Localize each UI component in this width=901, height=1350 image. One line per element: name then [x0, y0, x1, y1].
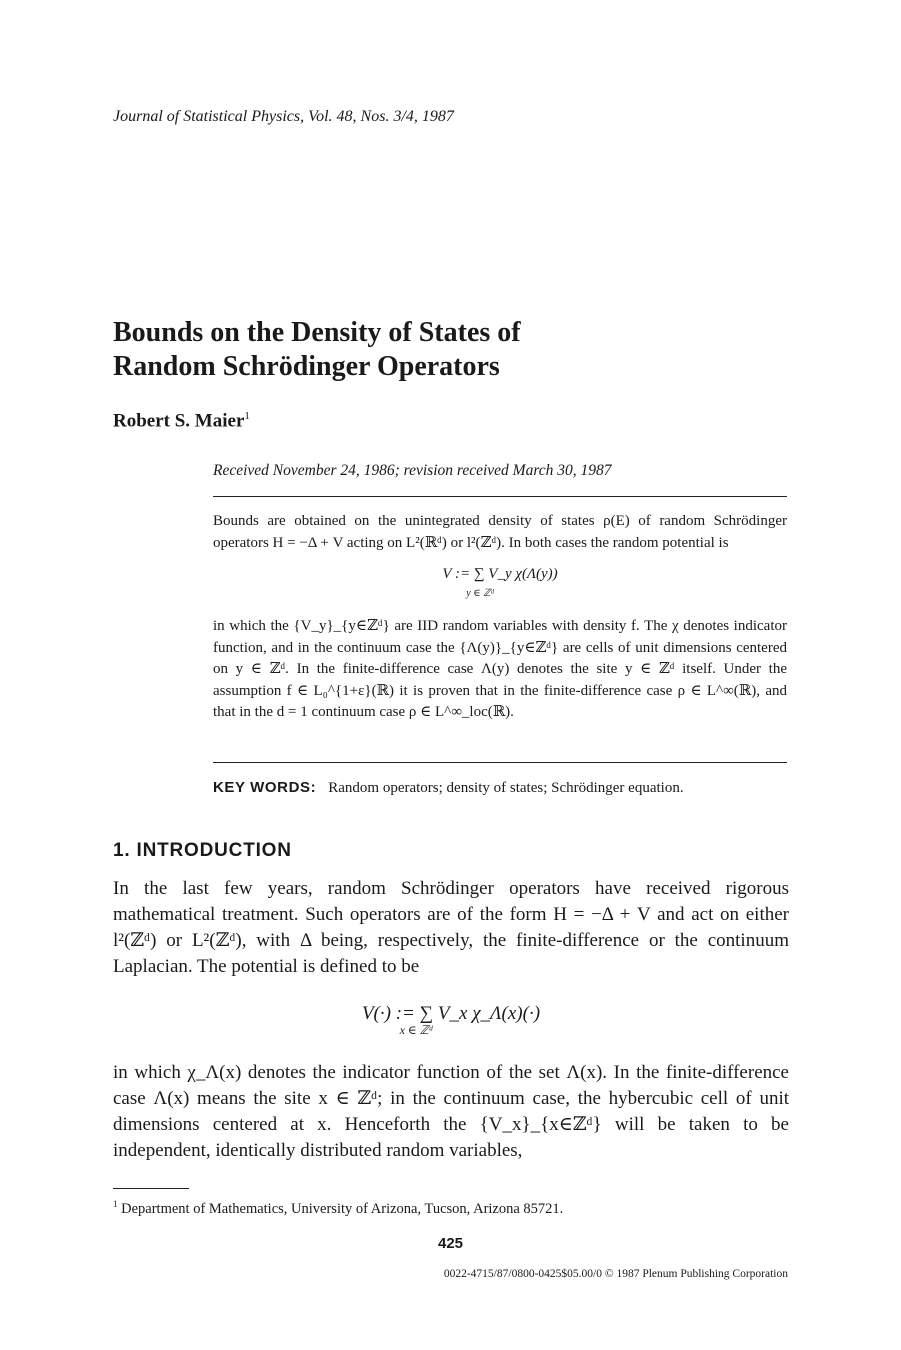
intro-paragraph-1-text: In the last few years, random Schrödinger operators have received rigorous mathematical treatment. Such operators are of the form H = −Δ + V and act on either l²(ℤᵈ) or L²(ℤᵈ), with Δ being, respectively, the finite-difference or the continuum Laplacian. The potential is defined to be [113, 878, 789, 977]
copyright-line: 0022-4715/87/0800-0425$05.00/0 © 1987 Plenum Publishing Corporation [443, 1268, 788, 1280]
journal-citation: Journal of Statistical Physics, Vol. 48, Nos. 3/4, 1987 [113, 108, 454, 125]
footnote-text: Department of Mathematics, University of Arizona, Tucson, Arizona 85721. [121, 1200, 564, 1217]
author-footnote-mark: 1 [244, 410, 250, 422]
abstract [213, 511, 787, 724]
abstract-paragraph-1: Bounds are obtained on the unintegrated density of states ρ(E) of random Schrödinger operators H = −Δ + V acting on L²(ℝᵈ) or l²(ℤᵈ). In both cases the random potential is [213, 513, 787, 551]
abstract-equation-subscript: y ∈ ℤᵈ [466, 587, 494, 599]
abstract-equation [213, 564, 787, 604]
keywords-label: KEY WORDS: [213, 779, 317, 796]
title-line-1: Bounds on the Density of States of [113, 317, 521, 348]
intro-paragraph-1 [113, 876, 789, 980]
abstract-bottom-rule [213, 762, 787, 763]
intro-paragraph-2 [113, 1060, 789, 1164]
author [113, 410, 250, 432]
footnote-rule [113, 1188, 189, 1189]
page-number: 425 [437, 1235, 464, 1252]
keywords [213, 779, 684, 797]
potential-equation-subscript: x ∈ ℤᵈ [399, 1023, 433, 1037]
paper-title [113, 316, 521, 384]
abstract-paragraph-2: in which the {V_y}_{y∈ℤᵈ} are IID random variables with density f. The χ denotes indicator function, and in the continuum case the {Λ(y)}_{y∈ℤᵈ} are cells of unit dimensions centered on y ∈ ℤᵈ. In the finite-difference case Λ(y) denotes the site y ∈ ℤᵈ itself. Under the assumption f ∈ L₀^{1+ε}(ℝ) it is proven that in the finite-difference case ρ ∈ L^∞(ℝ), and that in the d = 1 continuum case ρ ∈ L^∞_loc(ℝ). [213, 618, 787, 720]
abstract-top-rule [213, 496, 787, 497]
title-line-2: Random Schrödinger Operators [113, 351, 500, 382]
author-name: Robert S. Maier [113, 410, 245, 432]
abstract-equation-text: V := ∑ V_y χ(Λ(y)) [442, 566, 558, 582]
received-dates: Received November 24, 1986; revision received March 30, 1987 [213, 462, 612, 479]
section-heading: 1. INTRODUCTION [113, 840, 292, 861]
intro-paragraph-2-text: in which χ_Λ(x) denotes the indicator function of the set Λ(x). In the finite-difference case Λ(x) means the site x ∈ ℤᵈ; in the continuum case, the hybercubic cell of unit dimensions centered at x. Henceforth the {V_x}_{x∈ℤᵈ} will be taken to be independent, identically distributed random variables, [113, 1062, 789, 1161]
potential-equation-text: V(·) := ∑ V_x χ_Λ(x)(·) [361, 1003, 541, 1024]
potential-equation [113, 1003, 789, 1038]
footnote [113, 1199, 563, 1218]
keywords-text: Random operators; density of states; Schrödinger equation. [328, 780, 684, 796]
footnote-mark: 1 [113, 1199, 118, 1209]
